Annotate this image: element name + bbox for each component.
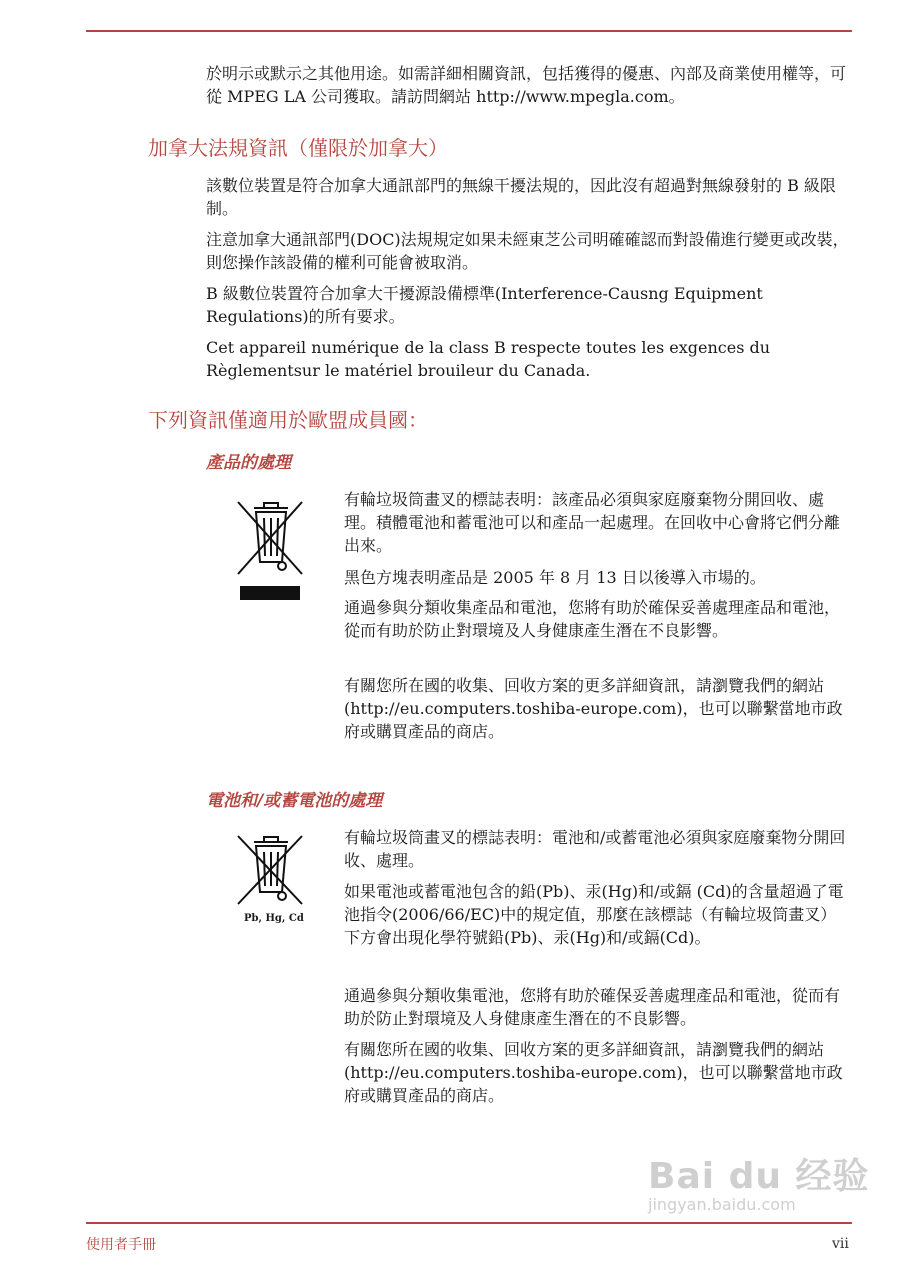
canada-paragraph-2: 注意加拿大通訊部門(DOC)法規規定如果未經東芝公司明確確認而對設備進行變更或改裝，則您操作該設備的權利可能會被取消。	[206, 230, 849, 272]
black-bar-marker	[240, 586, 300, 600]
canada-paragraph-4: Cet appareil numérique de la class B respecte toutes les exgences du Règlementsur le matériel brouileur du Canada.	[206, 338, 771, 380]
chemical-symbols-label: Pb, Hg, Cd	[244, 913, 304, 924]
battery-bin-icon	[232, 828, 308, 912]
product-paragraph-3: 通過參與分類收集產品和電池，您將有助於確保妥善處理產品和電池，從而有助於防止對環境及人身健康產生潛在不良影響。	[344, 598, 841, 640]
crossed-bin-icon	[232, 494, 308, 606]
watermark-logo: Bai du 经验	[648, 1156, 870, 1197]
header-rule	[86, 30, 852, 32]
product-disposal-subheading: 產品的處理	[206, 453, 291, 473]
battery-paragraph-2: 如果電池或蓄電池包含的鉛(Pb)、汞(Hg)和/或鎘 (Cd)的含量超過了電池指令(2006/66/EC)中的規定值，那麼在該標誌（有輪垃圾筒畫叉）下方會出現化學符號鉛(Pb)、汞(Hg)和/或鎘(Cd)。	[344, 882, 844, 947]
page-number: vii	[832, 1236, 849, 1252]
watermark-url: jingyan.baidu.com	[648, 1195, 796, 1214]
battery-paragraph-1: 有輪垃圾筒畫叉的標誌表明：電池和/或蓄電池必須與家庭廢棄物分開回收、處理。	[344, 828, 846, 870]
intro-paragraph: 於明示或默示之其他用途。如需詳細相關資訊，包括獲得的優惠、內部及商業使用權等，可從 MPEG LA 公司獲取。請訪問網站 http://www.mpegla.com。	[206, 64, 847, 106]
battery-paragraph-3: 通過參與分類收集電池，您將有助於確保妥善處理產品和電池，從而有助於防止對環境及人身健康產生潛在的不良影響。	[344, 986, 841, 1028]
watermark	[648, 1148, 870, 1214]
product-paragraph-2: 黑色方塊表明產品是 2005 年 8 月 13 日以後導入市場的。	[344, 568, 766, 587]
product-paragraph-1: 有輪垃圾筒畫叉的標誌表明：該產品必須與家庭廢棄物分開回收、處理。積體電池和蓄電池可以和產品一起處理。在回收中心會將它們分離出來。	[344, 490, 841, 555]
product-paragraph-4: 有關您所在國的收集、回收方案的更多詳細資訊，請瀏覽我們的網站(http://eu.computers.toshiba-europe.com)，也可以聯繫當地市政府或購買產品的商店。	[344, 676, 843, 741]
canada-paragraph-3: B 級數位裝置符合加拿大干擾源設備標準(Interference-Causng Equipment Regulations)的所有要求。	[206, 284, 763, 326]
footer-rule	[86, 1222, 852, 1224]
battery-disposal-subheading: 電池和/或蓄電池的處理	[206, 791, 383, 811]
canada-paragraph-1: 該數位裝置是符合加拿大通訊部門的無線干擾法規的，因此沒有超過對無線發射的 B 級限制。	[206, 176, 836, 218]
battery-paragraph-4: 有關您所在國的收集、回收方案的更多詳細資訊，請瀏覽我們的網站(http://eu.computers.toshiba-europe.com)，也可以聯繫當地市政府或購買產品的商店。	[344, 1040, 843, 1105]
footer-title: 使用者手冊	[86, 1237, 156, 1253]
eu-heading: 下列資訊僅適用於歐盟成員國：	[148, 408, 428, 432]
canada-heading: 加拿大法規資訊（僅限於加拿大）	[148, 136, 448, 160]
